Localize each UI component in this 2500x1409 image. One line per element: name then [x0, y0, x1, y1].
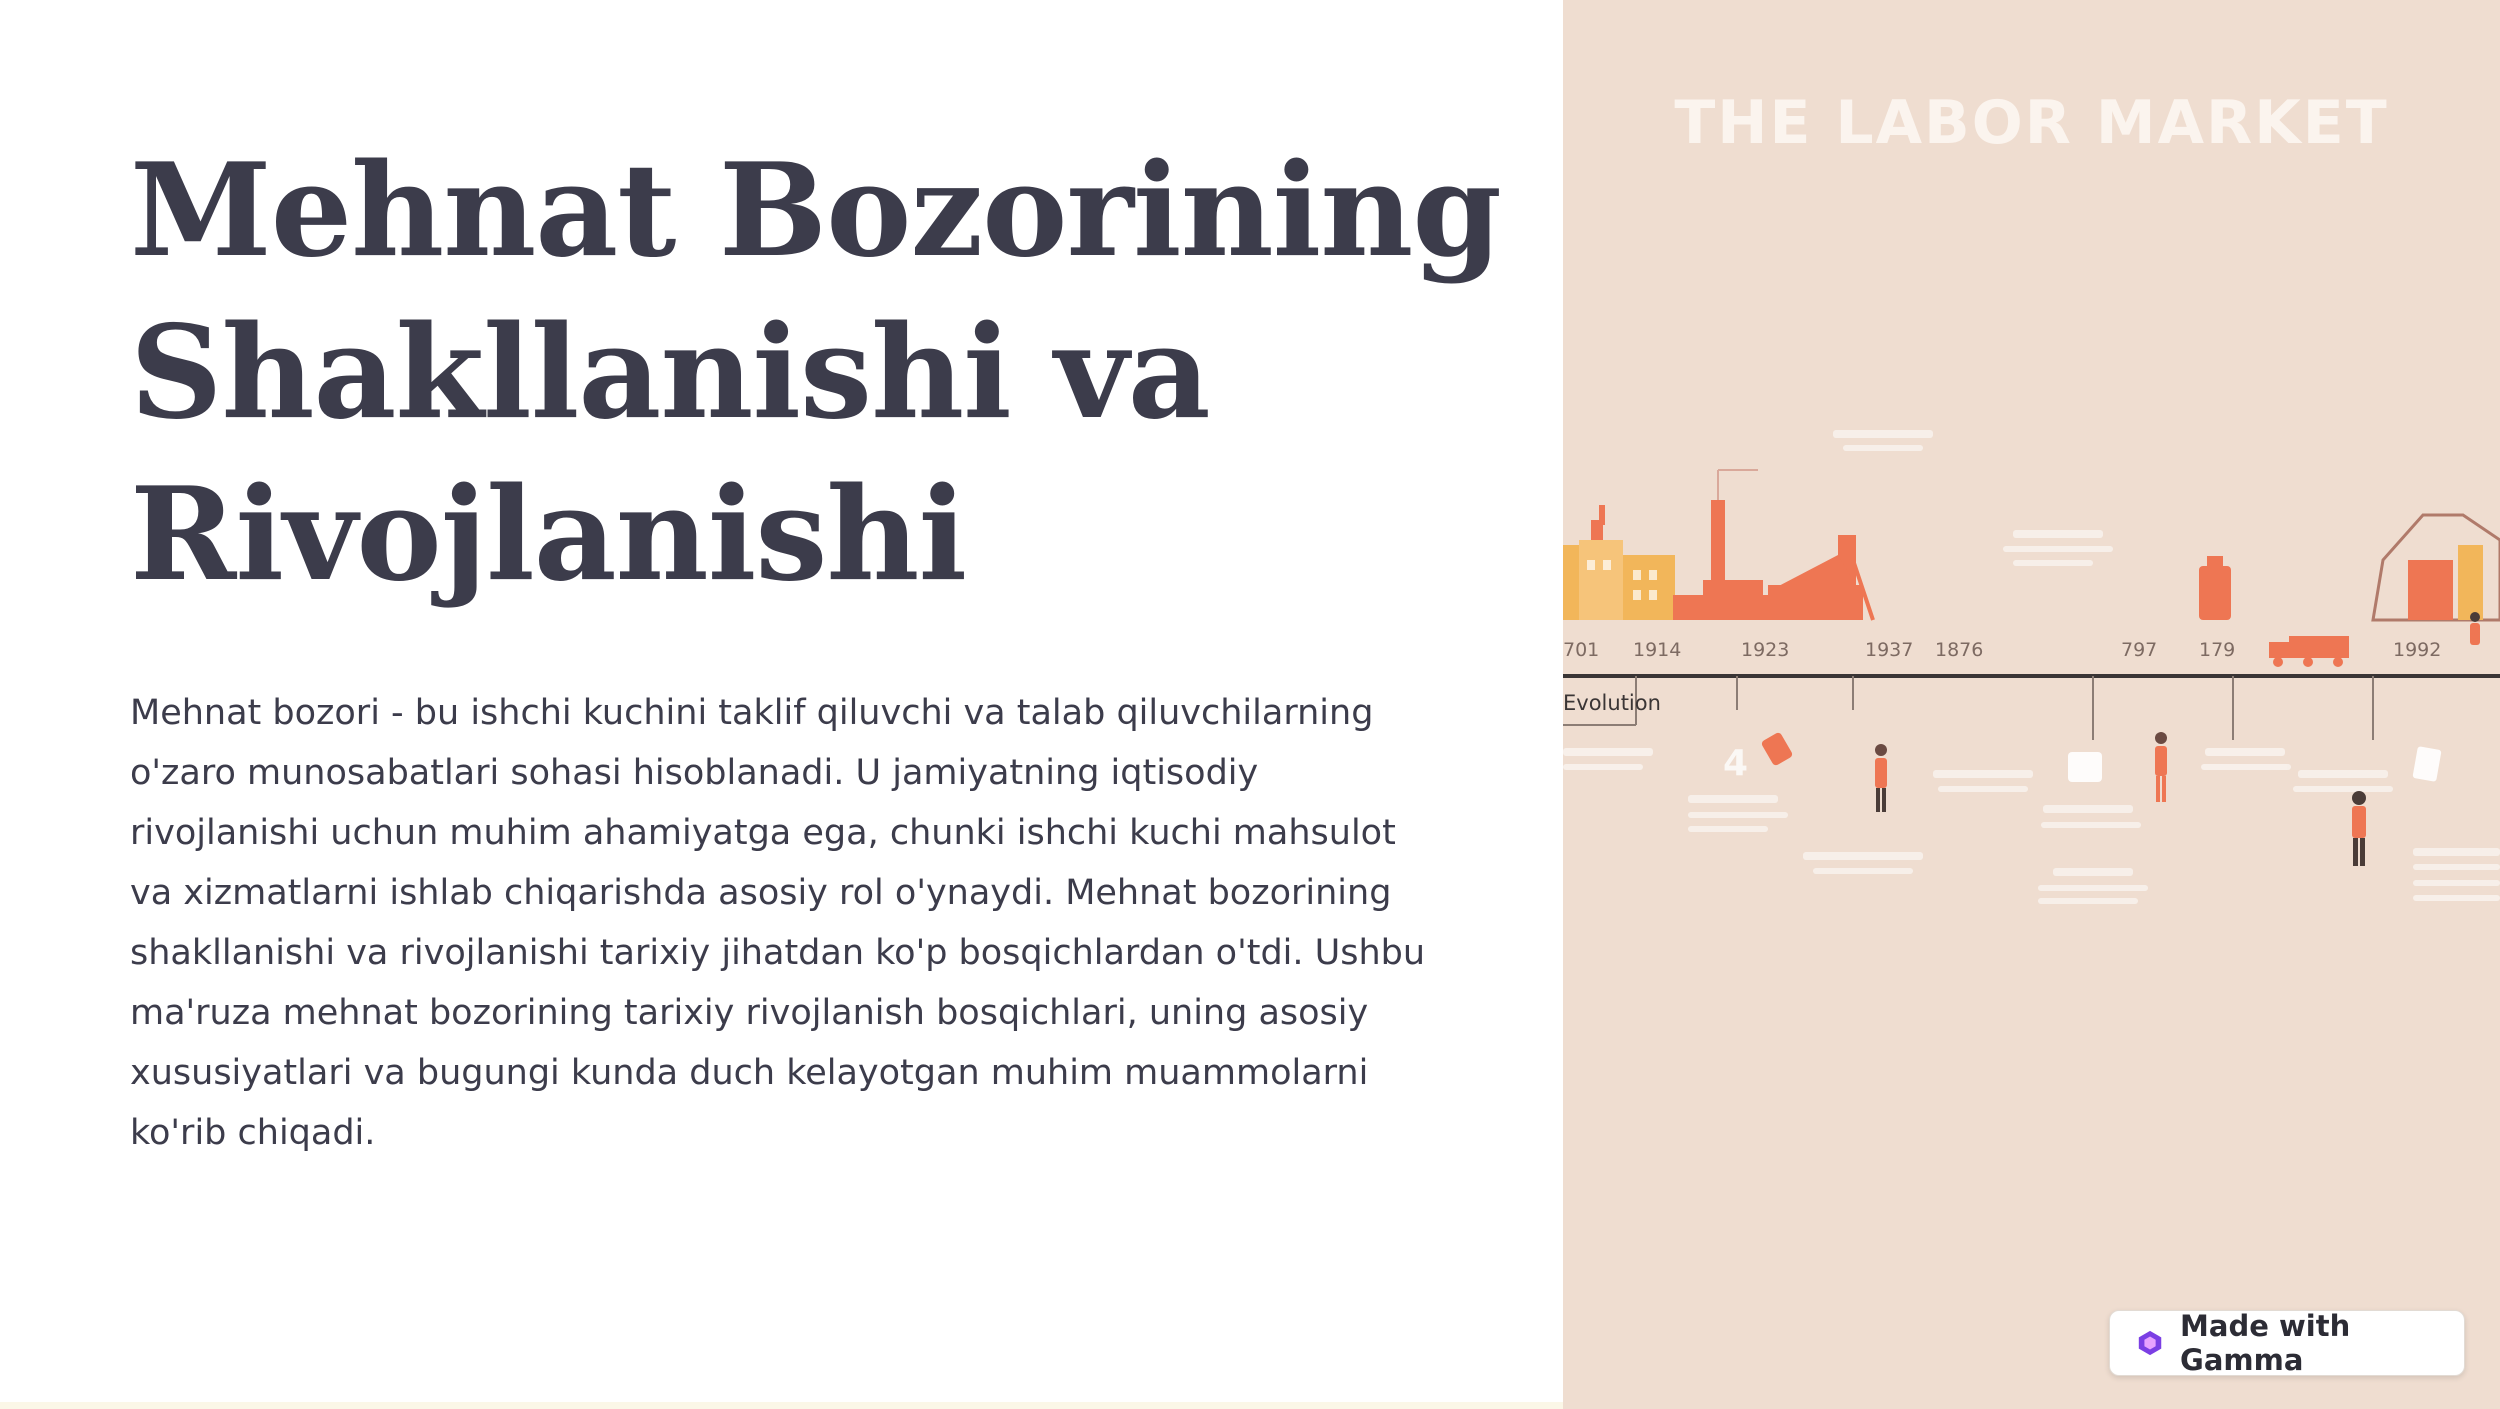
worker-figure-icon [1875, 744, 1887, 812]
shield-badge-icon [2068, 752, 2102, 782]
year-label: 797 [2121, 639, 2158, 661]
labor-market-illustration [1563, 0, 2500, 1409]
year-label: 701 [1563, 639, 1600, 661]
oil-tank-icon [2199, 556, 2231, 620]
badge-label: Made with Gamma [2180, 1309, 2351, 1377]
gamma-logo-icon [2136, 1328, 2164, 1358]
slide-body-text: Mehnat bozori - bu ishchi kuchini taklif qiluvchi va talab qiluvchilarning o'zaro munosabatlari sohasi hisoblanadi. U jamiyatning iqtisodiy rivojlanishi uchun muhim ahamiyatga ega, chunki ishchi kuchi mahsulot va xizmatlarni ishlab chiqarishda asosiy rol o'ynaydi. Mehnat bozorining shakllanishi va rivojlanishi tarixiy jihatdan ko'p bosqichlardan o'tdi. Ushbu ma'ruza mehnat bozorining tarixiy rivojlanish bosqichlari, uning asosiy xususiyatlari va bugungi kunda duch kelayotgan muhim muammolarni ko'rib chiqadi. [130, 693, 1426, 1153]
evolution-label: Evolution [1563, 691, 1661, 715]
price-tag-icon [1760, 731, 1793, 766]
year-label: 1992 [2393, 639, 2442, 661]
year-label: 1914 [1633, 639, 1682, 661]
worker-figure-icon [2155, 732, 2167, 802]
year-label: 1937 [1865, 639, 1914, 661]
year-label: 1876 [1935, 639, 1984, 661]
illustration-heading: THE LABOR MARKET [1674, 88, 2389, 158]
worker-figure-icon [2352, 791, 2366, 866]
bottom-strip [0, 1402, 1563, 1409]
industrial-plant-icon [1768, 535, 1873, 620]
crane-structure-icon [2373, 515, 2500, 620]
title-line: Rivojlanishi [130, 460, 967, 610]
year-label: 179 [2199, 639, 2236, 661]
title-line: Mehnat Bozorining [130, 136, 1501, 286]
worker-figure-icon [2470, 612, 2480, 645]
city-buildings-icon [1563, 505, 1675, 620]
truck-icon [2269, 636, 2349, 667]
document-icon [2412, 746, 2441, 782]
number-glyph: 4 [1723, 743, 1749, 784]
timeline-graphic [1563, 0, 2500, 1409]
factory-icon [1673, 470, 1783, 620]
year-label: 1923 [1741, 639, 1790, 661]
slide-title [130, 130, 1510, 616]
title-line: Shakllanishi va [130, 298, 1210, 448]
made-with-gamma-button[interactable] [2109, 1310, 2465, 1376]
